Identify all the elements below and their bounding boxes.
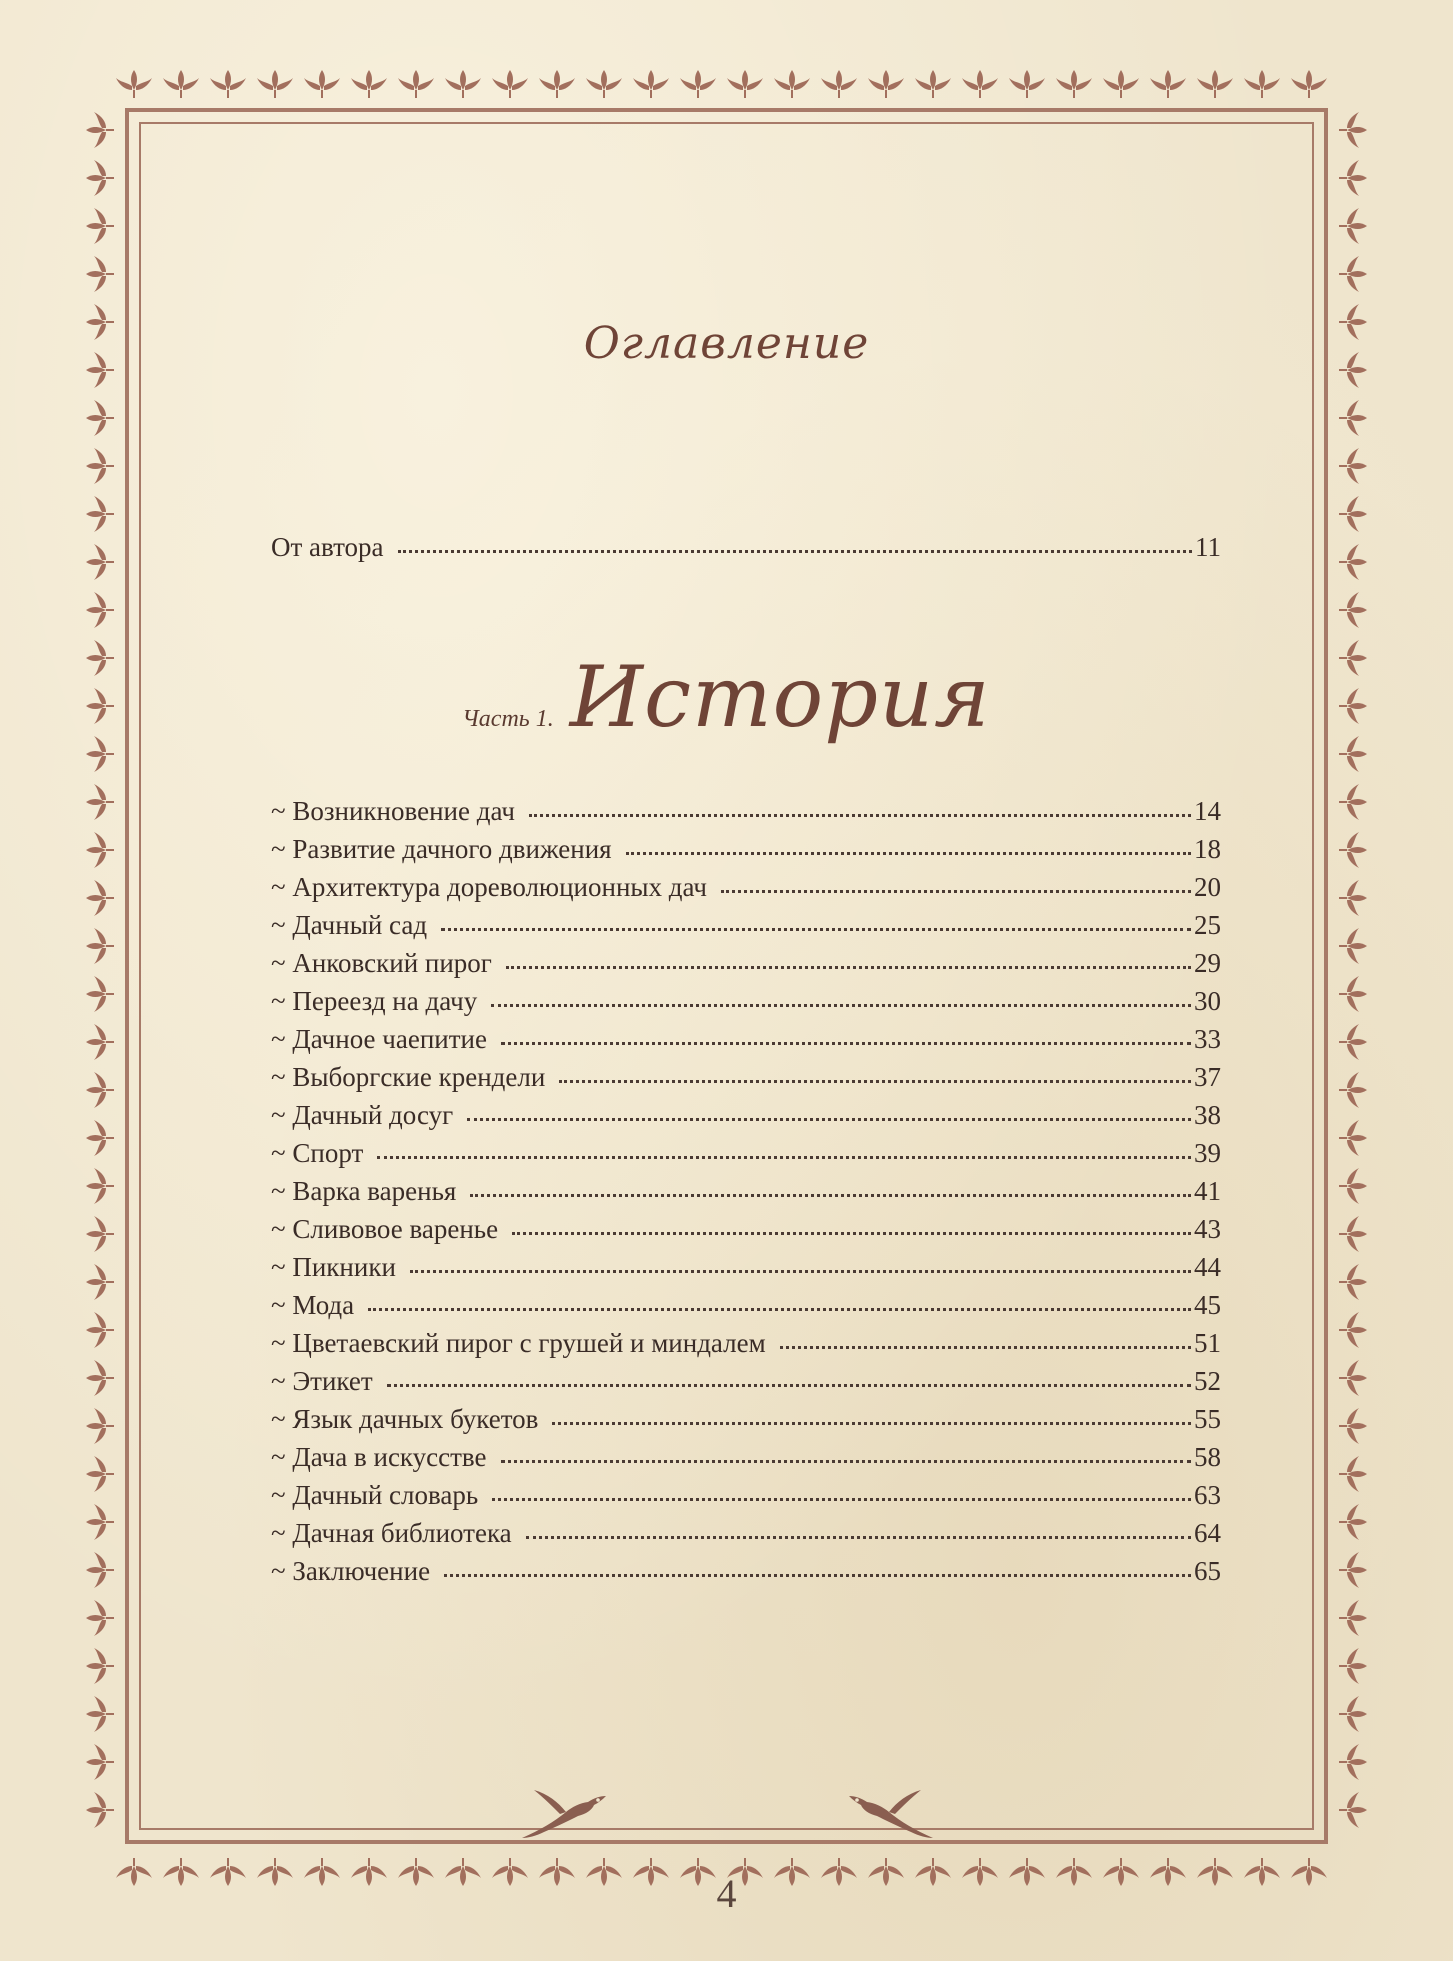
dot-leader <box>501 1454 1192 1463</box>
sprig-ornament-icon <box>1339 1696 1367 1732</box>
sprig-ornament-icon <box>86 1600 114 1636</box>
toc-entry-title: ~ Развитие дачного движения <box>271 834 612 864</box>
sprig-ornament-icon <box>86 1024 114 1060</box>
sprig-ornament-icon <box>539 70 575 98</box>
sprig-ornament-icon <box>86 592 114 628</box>
toc-entry-title: ~ Дачный сад <box>271 910 428 940</box>
toc-entry-page: 58 <box>1194 1442 1221 1472</box>
sprig-ornament-icon <box>1339 1360 1367 1396</box>
dot-leader <box>721 884 1191 893</box>
sprig-ornament-icon <box>586 70 622 98</box>
sprig-ornament-icon <box>1339 1264 1367 1300</box>
swallow-right-icon <box>845 1786 937 1844</box>
sprig-ornament-icon <box>1056 70 1092 98</box>
sprig-ornament-icon <box>1339 1072 1367 1108</box>
toc-entry-title: ~ Варка варенья <box>271 1176 457 1206</box>
sprig-ornament-icon <box>1339 1024 1367 1060</box>
part-name: История <box>569 648 991 746</box>
sprig-ornament-icon <box>257 70 293 98</box>
sprig-ornament-icon <box>1197 70 1233 98</box>
toc-entry-title: ~ Дача в искусстве <box>271 1442 487 1472</box>
toc-entry[interactable] <box>271 1252 1221 1283</box>
toc-entry[interactable] <box>271 1328 1221 1359</box>
sprig-ornament-icon <box>1339 1120 1367 1156</box>
dot-leader <box>398 544 1192 553</box>
dot-leader <box>626 846 1191 855</box>
dot-leader <box>512 1226 1191 1235</box>
toc-entry-title: ~ Дачный словарь <box>271 1480 479 1510</box>
toc-entry-page: 63 <box>1194 1480 1221 1510</box>
sprig-ornament-icon <box>680 70 716 98</box>
toc-entry-title: ~ Дачное чаепитие <box>271 1024 487 1054</box>
dot-leader <box>529 808 1191 817</box>
dot-leader <box>506 960 1191 969</box>
toc-entry[interactable] <box>271 872 1221 903</box>
toc-entry[interactable] <box>271 910 1221 941</box>
border-ornament-top <box>110 60 1343 106</box>
toc-entry[interactable] <box>271 834 1221 865</box>
sprig-ornament-icon <box>1339 976 1367 1012</box>
dot-leader <box>492 1492 1191 1501</box>
toc-entry-title: ~ Пикники <box>271 1252 396 1282</box>
sprig-ornament-icon <box>1291 70 1327 98</box>
toc-entry-page: 37 <box>1194 1062 1221 1092</box>
dot-leader <box>387 1378 1191 1387</box>
sprig-ornament-icon <box>1339 256 1367 292</box>
sprig-ornament-icon <box>1339 784 1367 820</box>
toc-entry[interactable] <box>271 948 1221 979</box>
toc-entry[interactable] <box>271 1062 1221 1093</box>
sprig-ornament-icon <box>1339 1504 1367 1540</box>
toc-entry-page: 65 <box>1194 1556 1221 1586</box>
sprig-ornament-icon <box>86 1744 114 1780</box>
dot-leader <box>377 1150 1191 1159</box>
dot-leader <box>559 1074 1191 1083</box>
dot-leader <box>467 1112 1191 1121</box>
sprig-ornament-icon <box>86 1408 114 1444</box>
sprig-ornament-icon <box>86 208 114 244</box>
dot-leader <box>780 1340 1191 1349</box>
sprig-ornament-icon <box>86 880 114 916</box>
sprig-ornament-icon <box>86 400 114 436</box>
toc-entry-page: 55 <box>1194 1404 1221 1434</box>
toc-entry-page: 39 <box>1194 1138 1221 1168</box>
sprig-ornament-icon <box>1339 1600 1367 1636</box>
dot-leader <box>368 1302 1191 1311</box>
sprig-ornament-icon <box>86 1792 114 1828</box>
sprig-ornament-icon <box>727 70 763 98</box>
toc-entry-title: От автора <box>271 532 384 562</box>
toc-entry-title: ~ Мода <box>271 1290 355 1320</box>
part-heading <box>0 648 1453 746</box>
toc-entry-page: 25 <box>1194 910 1221 940</box>
sprig-ornament-icon <box>398 70 434 98</box>
sprig-ornament-icon <box>1339 592 1367 628</box>
toc-entry-page: 44 <box>1194 1252 1221 1282</box>
sprig-ornament-icon <box>86 784 114 820</box>
toc-entry-page: 33 <box>1194 1024 1221 1054</box>
part-label: Часть 1. <box>462 706 554 732</box>
toc-entry-title: ~ Возникновение дач <box>271 796 515 826</box>
dot-leader <box>470 1188 1191 1197</box>
sprig-ornament-icon <box>86 1696 114 1732</box>
sprig-ornament-icon <box>86 1456 114 1492</box>
sprig-ornament-icon <box>1339 400 1367 436</box>
sprig-ornament-icon <box>1339 208 1367 244</box>
sprig-ornament-icon <box>1339 1312 1367 1348</box>
dot-leader <box>552 1416 1191 1425</box>
toc-entry-intro[interactable] <box>271 532 1221 563</box>
sprig-ornament-icon <box>86 496 114 532</box>
sprig-ornament-icon <box>163 70 199 98</box>
toc-entry[interactable] <box>271 796 1221 827</box>
sprig-ornament-icon <box>1339 880 1367 916</box>
sprig-ornament-icon <box>86 928 114 964</box>
toc-entry-page: 30 <box>1194 986 1221 1016</box>
toc-entry-page: 64 <box>1194 1518 1221 1548</box>
toc-entry-page: 38 <box>1194 1100 1221 1130</box>
sprig-ornament-icon <box>86 1120 114 1156</box>
toc-entry-page: 29 <box>1194 948 1221 978</box>
dot-leader <box>444 1568 1191 1577</box>
toc-entry-page: 41 <box>1194 1176 1221 1206</box>
toc-entry[interactable] <box>271 1176 1221 1207</box>
sprig-ornament-icon <box>86 1552 114 1588</box>
toc-entry[interactable] <box>271 1214 1221 1245</box>
sprig-ornament-icon <box>304 70 340 98</box>
toc-entry[interactable] <box>271 1518 1221 1549</box>
toc-entry-page: 11 <box>1195 532 1221 562</box>
toc-entry-title: ~ Цветаевский пирог с грушей и миндалем <box>271 1328 766 1358</box>
dot-leader <box>441 922 1191 931</box>
sprig-ornament-icon <box>1339 1792 1367 1828</box>
toc-entry[interactable] <box>271 1366 1221 1397</box>
sprig-ornament-icon <box>116 70 152 98</box>
toc-entry-page: 18 <box>1194 834 1221 864</box>
sprig-ornament-icon <box>1339 928 1367 964</box>
sprig-ornament-icon <box>86 1312 114 1348</box>
sprig-ornament-icon <box>1009 70 1045 98</box>
sprig-ornament-icon <box>86 1168 114 1204</box>
sprig-ornament-icon <box>633 70 669 98</box>
toc-entry-title: ~ Спорт <box>271 1138 364 1168</box>
page-number: 4 <box>716 1871 737 1916</box>
sprig-ornament-icon <box>821 70 857 98</box>
sprig-ornament-icon <box>86 1360 114 1396</box>
sprig-ornament-icon <box>1339 1456 1367 1492</box>
sprig-ornament-icon <box>1339 1552 1367 1588</box>
sprig-ornament-icon <box>1339 1408 1367 1444</box>
sprig-ornament-icon <box>1339 1648 1367 1684</box>
sprig-ornament-icon <box>774 70 810 98</box>
toc-entry[interactable] <box>271 1100 1221 1131</box>
toc-entry-title: ~ Архитектура дореволюционных дач <box>271 872 708 902</box>
toc-entry[interactable] <box>271 1290 1221 1321</box>
toc-entry[interactable] <box>271 1138 1221 1169</box>
sprig-ornament-icon <box>445 70 481 98</box>
sprig-ornament-icon <box>1339 448 1367 484</box>
sprig-ornament-icon <box>915 70 951 98</box>
toc-entry-page: 52 <box>1194 1366 1221 1396</box>
sprig-ornament-icon <box>1339 544 1367 580</box>
sprig-ornament-icon <box>86 112 114 148</box>
sprig-ornament-icon <box>1339 112 1367 148</box>
sprig-ornament-icon <box>351 70 387 98</box>
toc-entry-title: ~ Выборгские крендели <box>271 1062 546 1092</box>
sprig-ornament-icon <box>1339 1216 1367 1252</box>
toc-entry-page: 20 <box>1194 872 1221 902</box>
sprig-ornament-icon <box>1339 832 1367 868</box>
toc-entry-title: ~ Анковский пирог <box>271 948 492 978</box>
sprig-ornament-icon <box>1339 1168 1367 1204</box>
toc-entry-title: ~ Сливовое варенье <box>271 1214 499 1244</box>
toc-entry-page: 14 <box>1194 796 1221 826</box>
sprig-ornament-icon <box>962 70 998 98</box>
dot-leader <box>526 1530 1191 1539</box>
sprig-ornament-icon <box>1339 496 1367 532</box>
toc-entry-title: ~ Дачная библиотека <box>271 1518 512 1548</box>
sprig-ornament-icon <box>210 70 246 98</box>
sprig-ornament-icon <box>86 976 114 1012</box>
dot-leader <box>410 1264 1191 1273</box>
sprig-ornament-icon <box>86 1504 114 1540</box>
toc-entry-page: 43 <box>1194 1214 1221 1244</box>
toc-entry[interactable] <box>271 1442 1221 1473</box>
swallow-left-icon <box>518 1786 610 1844</box>
toc-entry-page: 45 <box>1194 1290 1221 1320</box>
toc-entry-title: ~ Дачный досуг <box>271 1100 454 1130</box>
toc-entry[interactable] <box>271 1024 1221 1055</box>
toc-entry[interactable] <box>271 1404 1221 1435</box>
sprig-ornament-icon <box>86 832 114 868</box>
sprig-ornament-icon <box>1103 70 1139 98</box>
toc-entry[interactable] <box>271 1480 1221 1511</box>
sprig-ornament-icon <box>86 160 114 196</box>
toc-entry-title: ~ Заключение <box>271 1556 431 1586</box>
toc-entry-page: 51 <box>1194 1328 1221 1358</box>
sprig-ornament-icon <box>1339 1744 1367 1780</box>
sprig-ornament-icon <box>1339 160 1367 196</box>
sprig-ornament-icon <box>86 448 114 484</box>
sprig-ornament-icon <box>868 70 904 98</box>
toc-entry[interactable] <box>271 1556 1221 1587</box>
sprig-ornament-icon <box>86 1072 114 1108</box>
toc-entry[interactable] <box>271 986 1221 1017</box>
toc-entry-title: ~ Переезд на дачу <box>271 986 478 1016</box>
sprig-ornament-icon <box>86 544 114 580</box>
sprig-ornament-icon <box>1244 70 1280 98</box>
sprig-ornament-icon <box>1150 70 1186 98</box>
toc-entry-title: ~ Язык дачных букетов <box>271 1404 539 1434</box>
dot-leader <box>491 998 1191 1007</box>
sprig-ornament-icon <box>492 70 528 98</box>
sprig-ornament-icon <box>86 1648 114 1684</box>
toc-entry-title: ~ Этикет <box>271 1366 373 1396</box>
sprig-ornament-icon <box>86 1264 114 1300</box>
dot-leader <box>501 1036 1191 1045</box>
page-title: Оглавление <box>583 318 870 369</box>
sprig-ornament-icon <box>86 256 114 292</box>
sprig-ornament-icon <box>86 1216 114 1252</box>
